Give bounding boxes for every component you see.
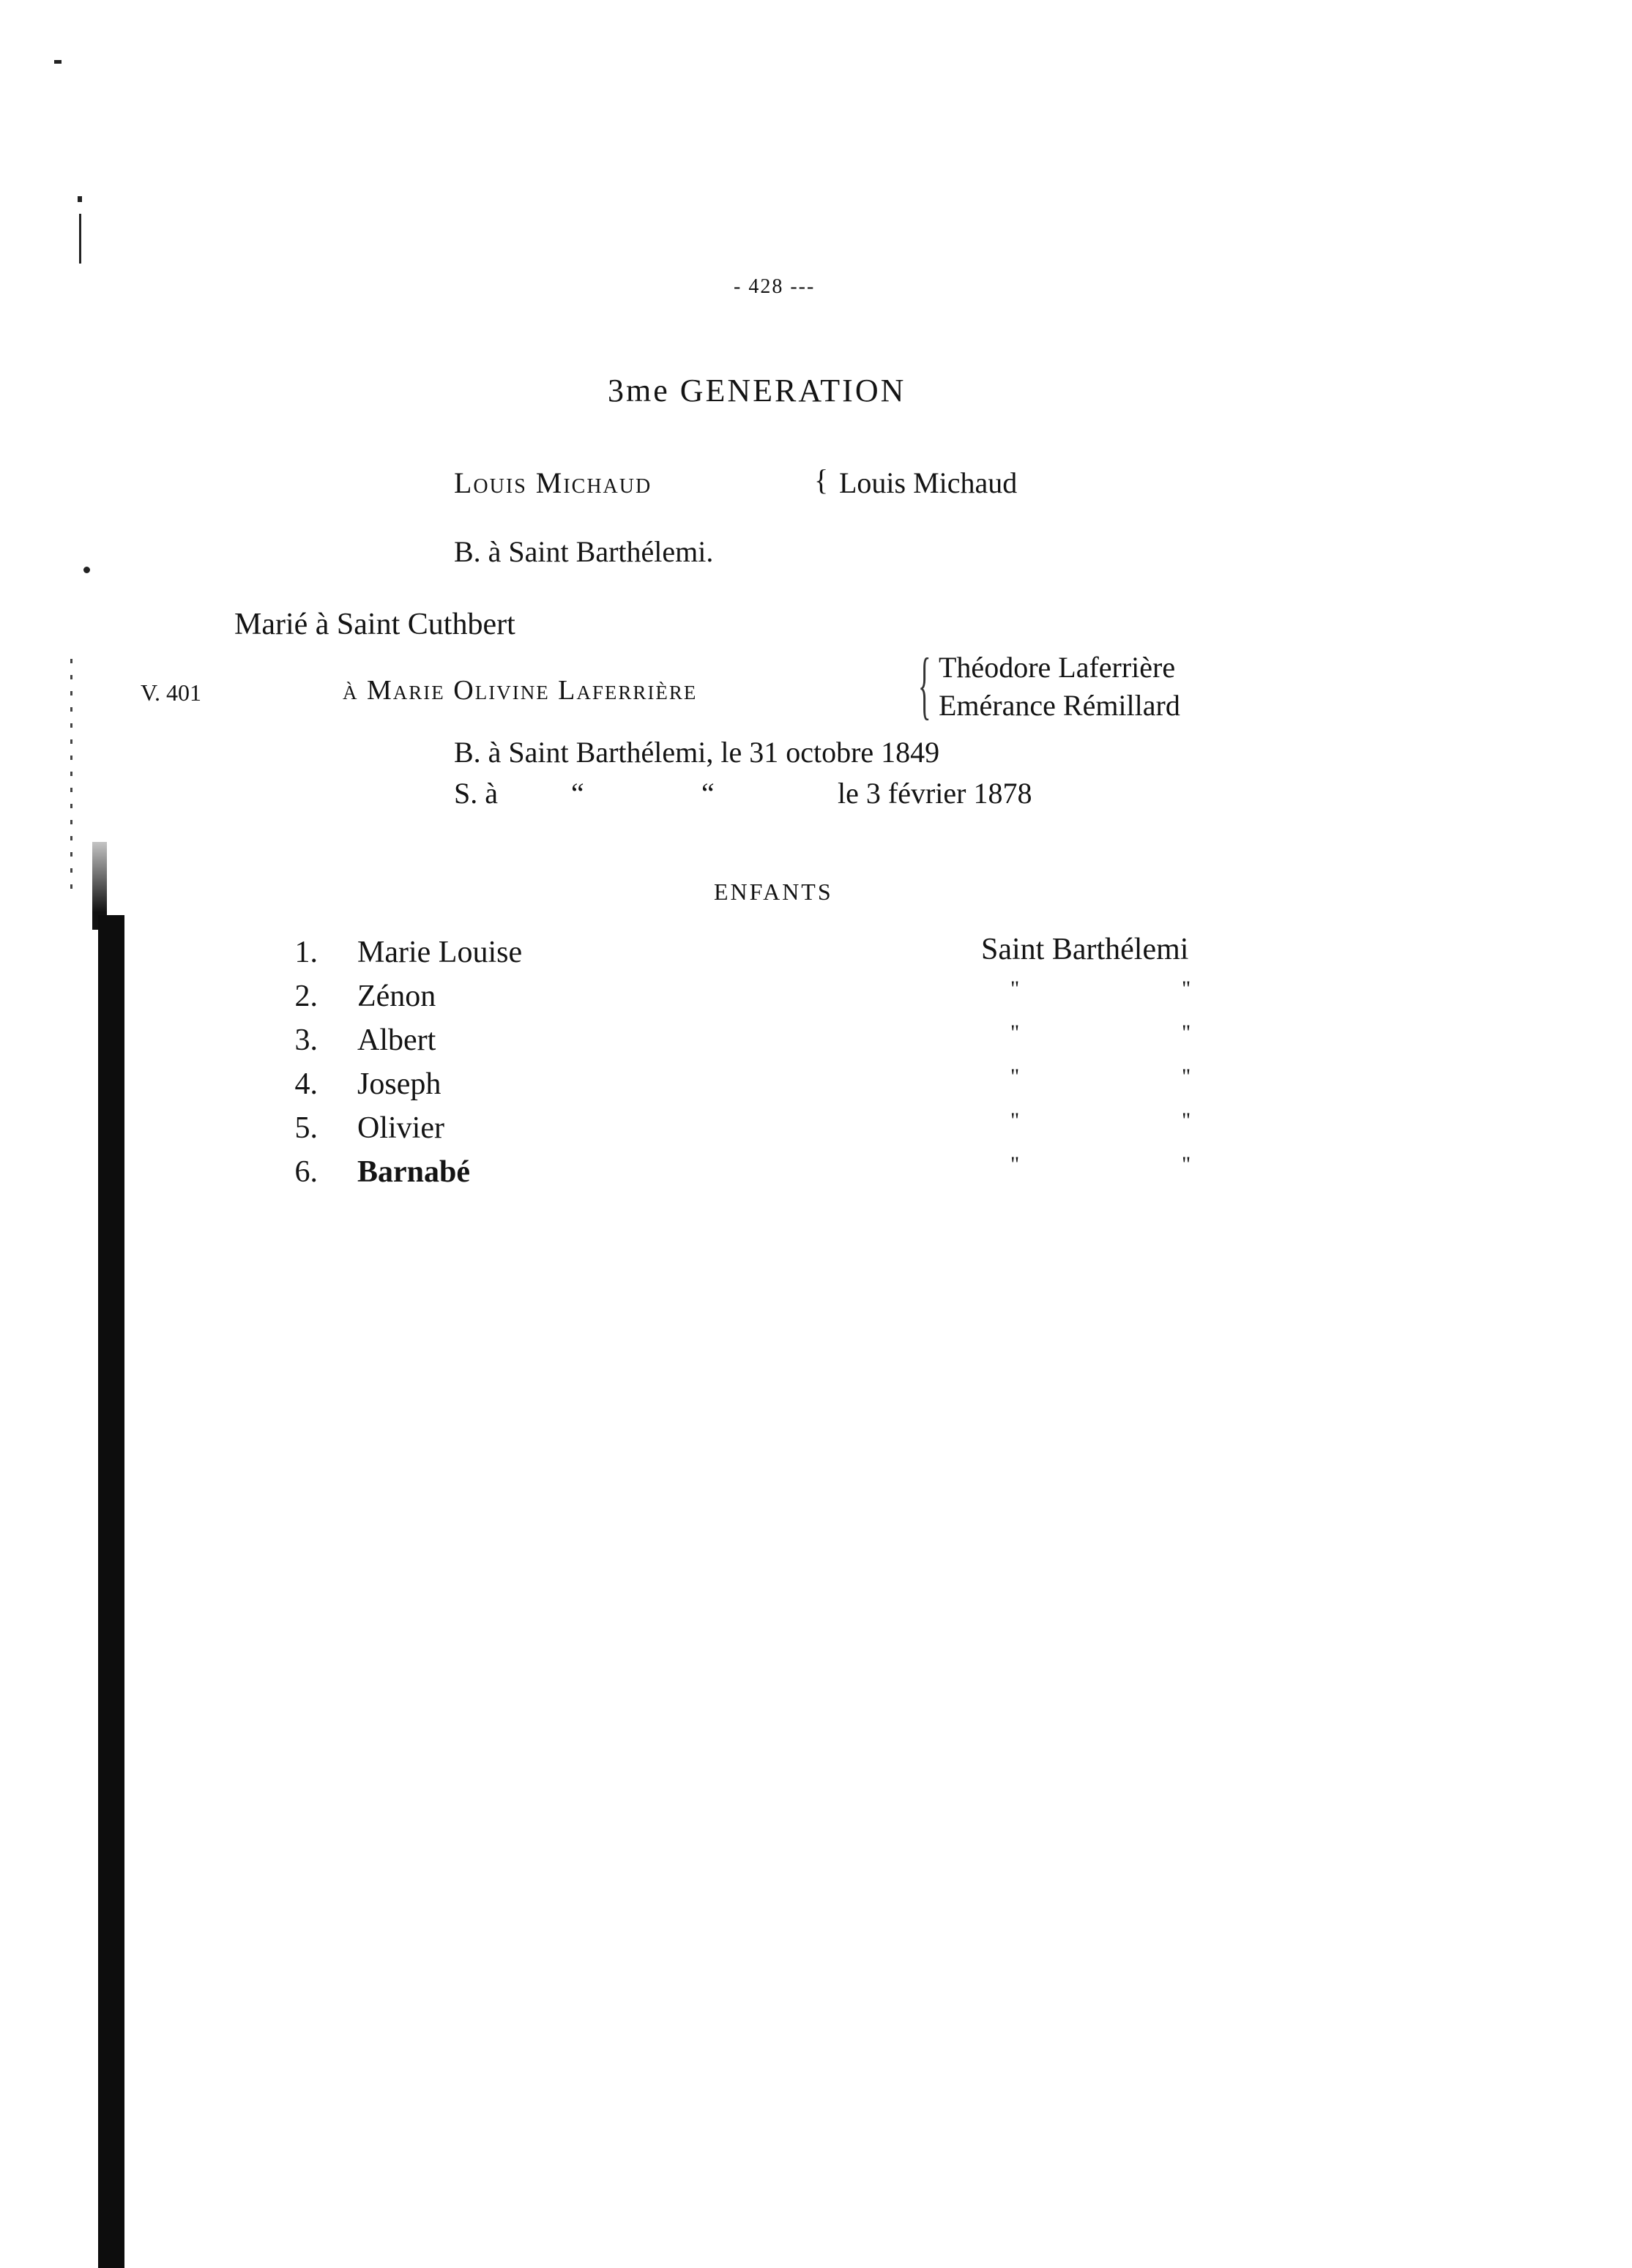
spouse-name: à Marie Olivine Laferrière	[343, 675, 698, 706]
child-name: Olivier	[357, 1111, 444, 1145]
ditto-mark: “	[701, 777, 715, 810]
ditto-mark: "	[1010, 1064, 1021, 1089]
scan-speck	[79, 214, 81, 264]
husband-parent: Louis Michaud	[839, 466, 1018, 499]
spouse-death-date: le 3 février 1878	[838, 777, 1032, 810]
scan-speck	[83, 567, 90, 573]
children-heading: ENFANTS	[714, 879, 833, 905]
ditto-mark: "	[1182, 1108, 1193, 1133]
child-number: 4.	[294, 1067, 318, 1101]
brace-icon: {	[814, 463, 829, 496]
ditto-mark: "	[1010, 1152, 1021, 1176]
child-name: Barnabé	[357, 1155, 471, 1189]
ditto-mark: "	[1010, 1108, 1021, 1133]
children-place-header: Saint Barthélemi	[981, 933, 1189, 966]
scan-speck	[78, 196, 82, 202]
ditto-mark: "	[1010, 1021, 1021, 1045]
page-number: - 428 ---	[734, 275, 816, 298]
husband-birth: B. à Saint Barthélemi.	[454, 535, 714, 568]
reference-number: V. 401	[141, 679, 201, 706]
ditto-mark: "	[1010, 977, 1021, 1001]
child-name: Zénon	[357, 980, 436, 1013]
generation-title: 3me GENERATION	[608, 373, 906, 409]
child-number: 6.	[294, 1155, 318, 1189]
spouse-birth: B. à Saint Barthélemi, le 31 octobre 1849	[454, 736, 940, 769]
scan-speck	[54, 60, 62, 64]
child-number: 5.	[294, 1111, 318, 1145]
child-number: 3.	[294, 1023, 318, 1057]
child-name: Albert	[357, 1023, 436, 1057]
child-name: Marie Louise	[357, 936, 523, 969]
spouse-death-prefix: S. à	[454, 777, 498, 810]
husband-name: Louis Michaud	[454, 466, 652, 499]
ditto-mark: “	[571, 777, 584, 810]
ditto-mark: "	[1182, 1064, 1193, 1089]
ditto-mark: "	[1182, 1152, 1193, 1176]
spouse-mother: Emérance Rémillard	[939, 689, 1180, 722]
scan-speck	[70, 659, 72, 893]
marriage-place: Marié à Saint Cuthbert	[234, 608, 515, 641]
ditto-mark: "	[1182, 1021, 1193, 1045]
child-number: 1.	[294, 936, 318, 969]
child-number: 2.	[294, 980, 318, 1013]
ditto-mark: "	[1182, 977, 1193, 1001]
spouse-father: Théodore Laferrière	[939, 651, 1176, 684]
child-name: Joseph	[357, 1067, 441, 1101]
brace-icon: {	[918, 643, 931, 727]
scan-binding-edge	[98, 915, 124, 2268]
